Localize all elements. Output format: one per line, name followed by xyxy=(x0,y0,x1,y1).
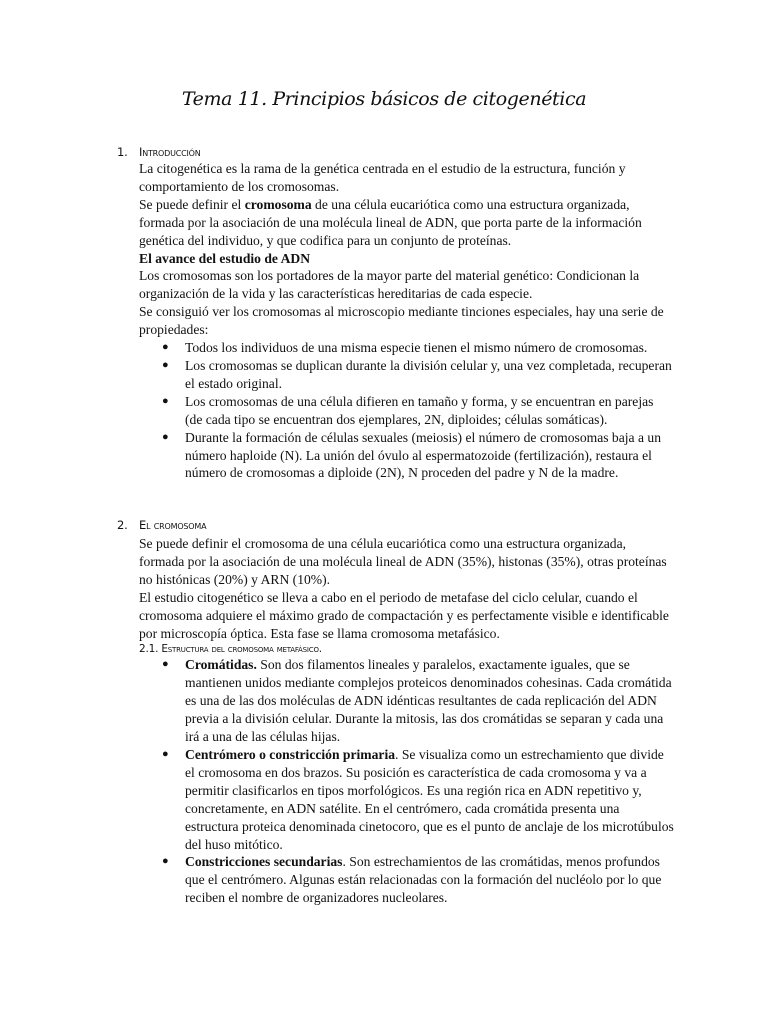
paragraph: El estudio citogenético se lleva a cabo en el periodo de metafase del ciclo celular, cuando el cromosoma adquiere el máximo grado de compactación y es perfectamente visible e identificable por microscopía óptica. Esta fase se llama cromosoma metafásico. xyxy=(139,589,669,641)
section-2-body xyxy=(139,535,674,907)
section-2-number: 2. xyxy=(117,518,128,532)
section-2-title: El cromosoma xyxy=(139,518,207,532)
section-1-heading xyxy=(117,145,201,159)
bullet-list xyxy=(139,339,674,482)
list-item: ● Los cromosomas se duplican durante la división celular y, una vez completada, recuperan el estado original. xyxy=(139,357,674,393)
paragraph: La citogenética es la rama de la genética centrada en el estudio de la estructura, función y comportamiento de los cromosomas. xyxy=(139,161,626,194)
text-run: . Son estrechamientos de las cromátidas, menos profundos que el centrómero. Algunas están relacionadas con la formación del nucléolo por lo que reciben el nombre de organizadores nucleolares. xyxy=(185,854,662,906)
document-title: Tema 11. Principios básicos de citogenética xyxy=(181,88,587,110)
bold-term: Centrómero o constricción primaria xyxy=(185,746,396,762)
bold-term: Constricciones secundarias xyxy=(185,854,343,870)
text-run: Son dos filamentos lineales y paralelos, exactamente iguales, que se mantienen unidos mediante complejos proteicos denominados cohesinas. Cada cromátida es una de las dos moléculas de ADN idénticas resultantes de cada replicación del ADN previa a la división celular. Durante la mitosis, las dos cromátidas se separan y cada una irá a una de las células hijas. xyxy=(185,657,672,745)
subsection-heading: 2.1. Estructura del cromosoma metafásico. xyxy=(139,643,322,656)
text-run: de una célula eucariótica como una estructura organizada, formada por la asociación de una molécula lineal de ADN, que porta parte de la información genética del individuo, y que codifica para un conjunto de proteínas. xyxy=(139,196,642,248)
list-item: ● Durante la formación de células sexuales (meiosis) el número de cromosomas baja a un número haploide (N). La unión del óvulo al espermatozoide (fertilización), restaura el número de cromosomas a diploide (2N), N proceden del padre y N de la madre. xyxy=(139,429,674,483)
paragraph xyxy=(139,196,674,250)
section-1-title: Introducción xyxy=(139,145,201,159)
bullet-list xyxy=(139,656,674,907)
bold-term: cromosoma xyxy=(244,196,312,212)
paragraph: Se puede definir el cromosoma de una célula eucariótica como una estructura organizada, formada por la asociación de una molécula lineal de ADN (35%), histonas (35%), otras proteínas no histónicas (20%) y ARN (10%). xyxy=(139,536,667,587)
section-1-number: 1. xyxy=(117,145,128,159)
bold-term: Cromátidas. xyxy=(185,657,257,673)
text-run: Se puede definir el xyxy=(139,196,245,212)
list-item xyxy=(139,746,674,853)
list-item: ● Todos los individuos de una misma especie tienen el mismo número de cromosomas. xyxy=(139,339,674,357)
paragraph: Se consiguió ver los cromosomas al microscopio mediante tinciones especiales, hay una serie de propiedades: xyxy=(139,304,664,338)
text-run: . Se visualiza como un estrechamiento que divide el cromosoma en dos brazos. Su posición es característica de cada cromosoma y va a permitir clasificarlos en tipos morfológicos. Es una región rica en ADN repetitivo y, concretamente, en ADN satélite. En el centrómero, cada cromátida presenta una estructura proteica denominada cinetocoro, que es el punto de anclaje de los microtúbulos del huso mitótico. xyxy=(185,746,674,852)
section-1-body xyxy=(139,160,674,482)
subheading: El avance del estudio de ADN xyxy=(139,250,311,266)
list-item xyxy=(139,656,674,746)
list-item xyxy=(139,853,674,907)
list-item: ● Los cromosomas de una célula difieren en tamaño y forma, y se encuentran en parejas (de cada tipo se encuentran dos ejemplares, 2N, diploides; células somáticas). xyxy=(139,393,674,429)
section-2-heading xyxy=(117,518,206,532)
paragraph: Los cromosomas son los portadores de la mayor parte del material genético: Condicionan la organización de la vida y las características hereditarias de cada especie. xyxy=(139,268,640,302)
